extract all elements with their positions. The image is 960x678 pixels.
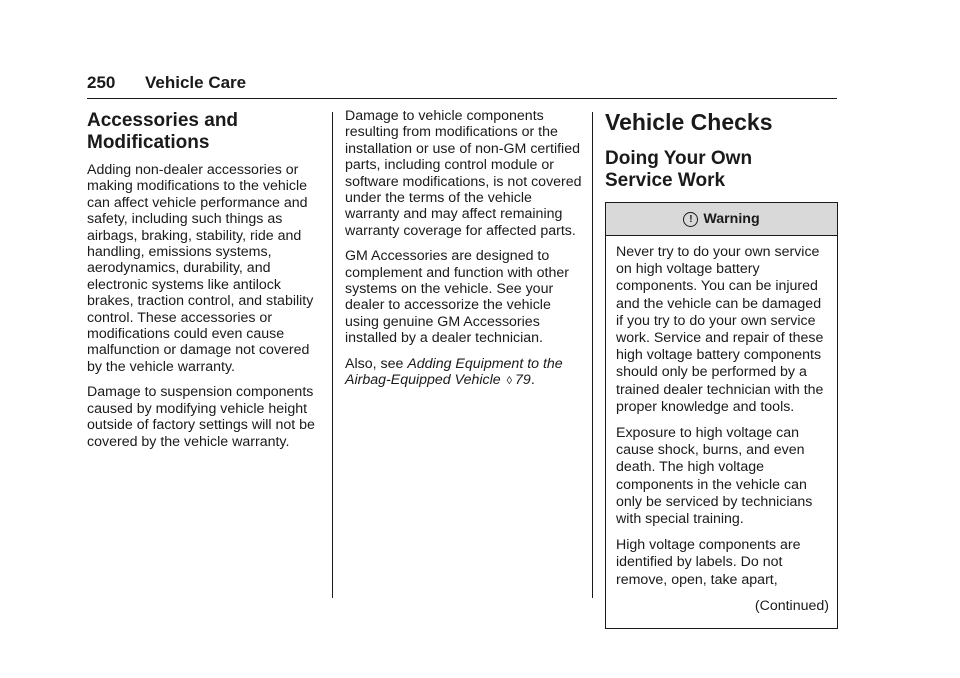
warning-icon: ! [683,212,698,227]
page-reference-icon: ◊ [506,375,513,388]
warning-paragraph-3: High voltage components are identified by labels. Do not remove, open, take apart, [616,537,801,588]
chapter-heading-vehicle-checks: Vehicle Checks [605,109,773,135]
cross-reference-page[interactable]: 79 [515,372,531,389]
paragraph-gm-accessories: GM Accessories are designed to complement and function with other systems on the vehicle. See your dealer to accessorize the vehicle using genuine GM Accessories installed by a dealer technician. [345,248,569,347]
column-left [87,108,325,459]
warning-paragraph-2: Exposure to high voltage can cause shock, burns, and even death. The high voltage components in the vehicle can only be serviced by technicians with special training. [616,425,813,528]
column-divider-left [332,112,333,598]
warning-header [606,203,837,236]
warning-title: Warning [703,211,760,227]
paragraph-accessories: Adding non-dealer accessories or making modifications to the vehicle can affect vehicle performance and safety, including such things as airbags, braking, stability, ride and handling, emissions systems, aerodynamics, durability, and electronic systems like antilock brakes, traction control, and stability control. These accessories or modifications could even cause malfunction or damage not covered by the vehicle warranty. [87,162,314,375]
section-heading-service-work: Doing Your Own Service Work [605,148,753,191]
warning-body [606,236,837,628]
warning-paragraph-1: Never try to do your own service on high voltage battery components. You can be injured and the vehicle can be damaged if you try to do your own service work. Service and repair of these high voltage battery components should only be performed by a trained dealer technician with the proper knowledge and tools. [616,244,824,415]
paragraph-suspension: Damage to suspension components caused by modifying vehicle height outside of factory settings will not be covered by the vehicle warranty. [87,384,315,450]
section-heading-accessories: Accessories and Modifications [87,110,239,153]
paragraph-see-also: Also, see Adding Equipment to the Airbag-Equipped Vehicle ◊ 79. [345,355,563,389]
paragraph-components: Damage to vehicle components resulting from modifications or the installation or use of non-GM certified parts, including control module or software modifications, is not covered under the terms of the vehicle warranty and may affect remaining warranty coverage for affected parts. [345,108,582,239]
cross-reference-link[interactable]: Adding Equipment to the Airbag-Equipped Vehicle [345,355,563,389]
continued-label: (Continued) [754,597,829,614]
page-header [87,72,837,99]
chapter-title: Vehicle Care [145,73,247,92]
column-divider-right [592,112,593,598]
warning-box [605,202,838,629]
column-middle [345,108,583,399]
page-number: 250 [87,73,116,92]
column-right [605,108,838,629]
